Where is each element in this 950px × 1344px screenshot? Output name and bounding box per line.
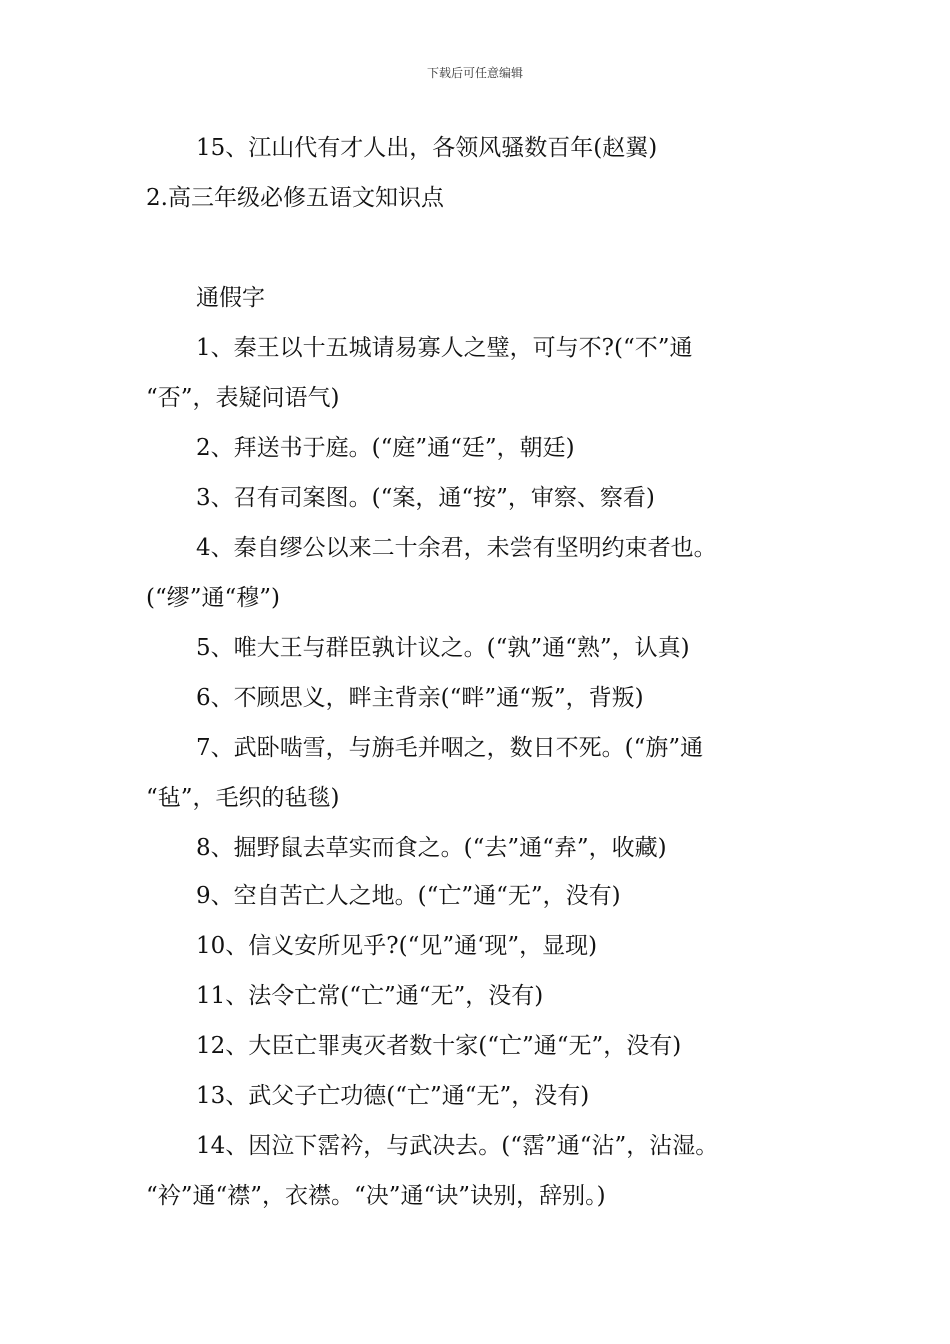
- item-4-line-1: 4、秦自缪公以来二十余君，未尝有坚明约束者也。: [196, 535, 717, 561]
- item-9: 9、空自苦亡人之地。(“亡”通“无”，没有): [196, 883, 621, 909]
- line-poem-15: 15、江山代有才人出，各领风骚数百年(赵翼): [196, 135, 658, 161]
- item-1-line-2: “否”，表疑问语气): [146, 385, 340, 411]
- item-6: 6、不顾思义，畔主背亲(“畔”通“叛”，背叛): [196, 685, 644, 711]
- item-10: 10、信义安所见乎?(“见”通‘现”，显现): [196, 933, 598, 959]
- item-5: 5、唯大王与群臣孰计议之。(“孰”通“熟”，认真): [196, 635, 690, 661]
- section-2-title: 2.高三年级必修五语文知识点: [146, 185, 444, 211]
- item-4-line-2: (“缪”通“穆”): [146, 585, 280, 611]
- item-7-line-2: “毡”，毛织的毡毯): [146, 785, 340, 811]
- item-1-line-1: 1、秦王以十五城请易寡人之璧，可与不?(“不”通: [196, 335, 693, 361]
- item-14-line-2: “衿”通“襟”，衣襟。“决”通“诀”诀别，辞别。): [146, 1183, 606, 1209]
- item-13: 13、武父子亡功德(“亡”通“无”，没有): [196, 1083, 590, 1109]
- item-11: 11、法令亡常(“亡”通“无”，没有): [196, 983, 544, 1009]
- item-7-line-1: 7、武卧啮雪，与旃毛并咽之，数日不死。(“旃”通: [196, 735, 704, 761]
- item-8: 8、掘野鼠去草实而食之。(“去”通“弆”，收藏): [196, 835, 667, 861]
- item-2: 2、拜送书于庭。(“庭”通“廷”，朝廷): [196, 435, 575, 461]
- item-3: 3、召有司案图。(“案，通“按”，审察、察看): [196, 485, 655, 511]
- page-header: 下载后可任意编辑: [426, 66, 523, 80]
- item-14-line-1: 14、因泣下霑衿，与武决去。(“霑”通“沾”，沾湿。: [196, 1133, 719, 1159]
- item-12: 12、大臣亡罪夷灭者数十家(“亡”通“无”，没有): [196, 1033, 682, 1059]
- subheading: 通假字: [196, 285, 265, 311]
